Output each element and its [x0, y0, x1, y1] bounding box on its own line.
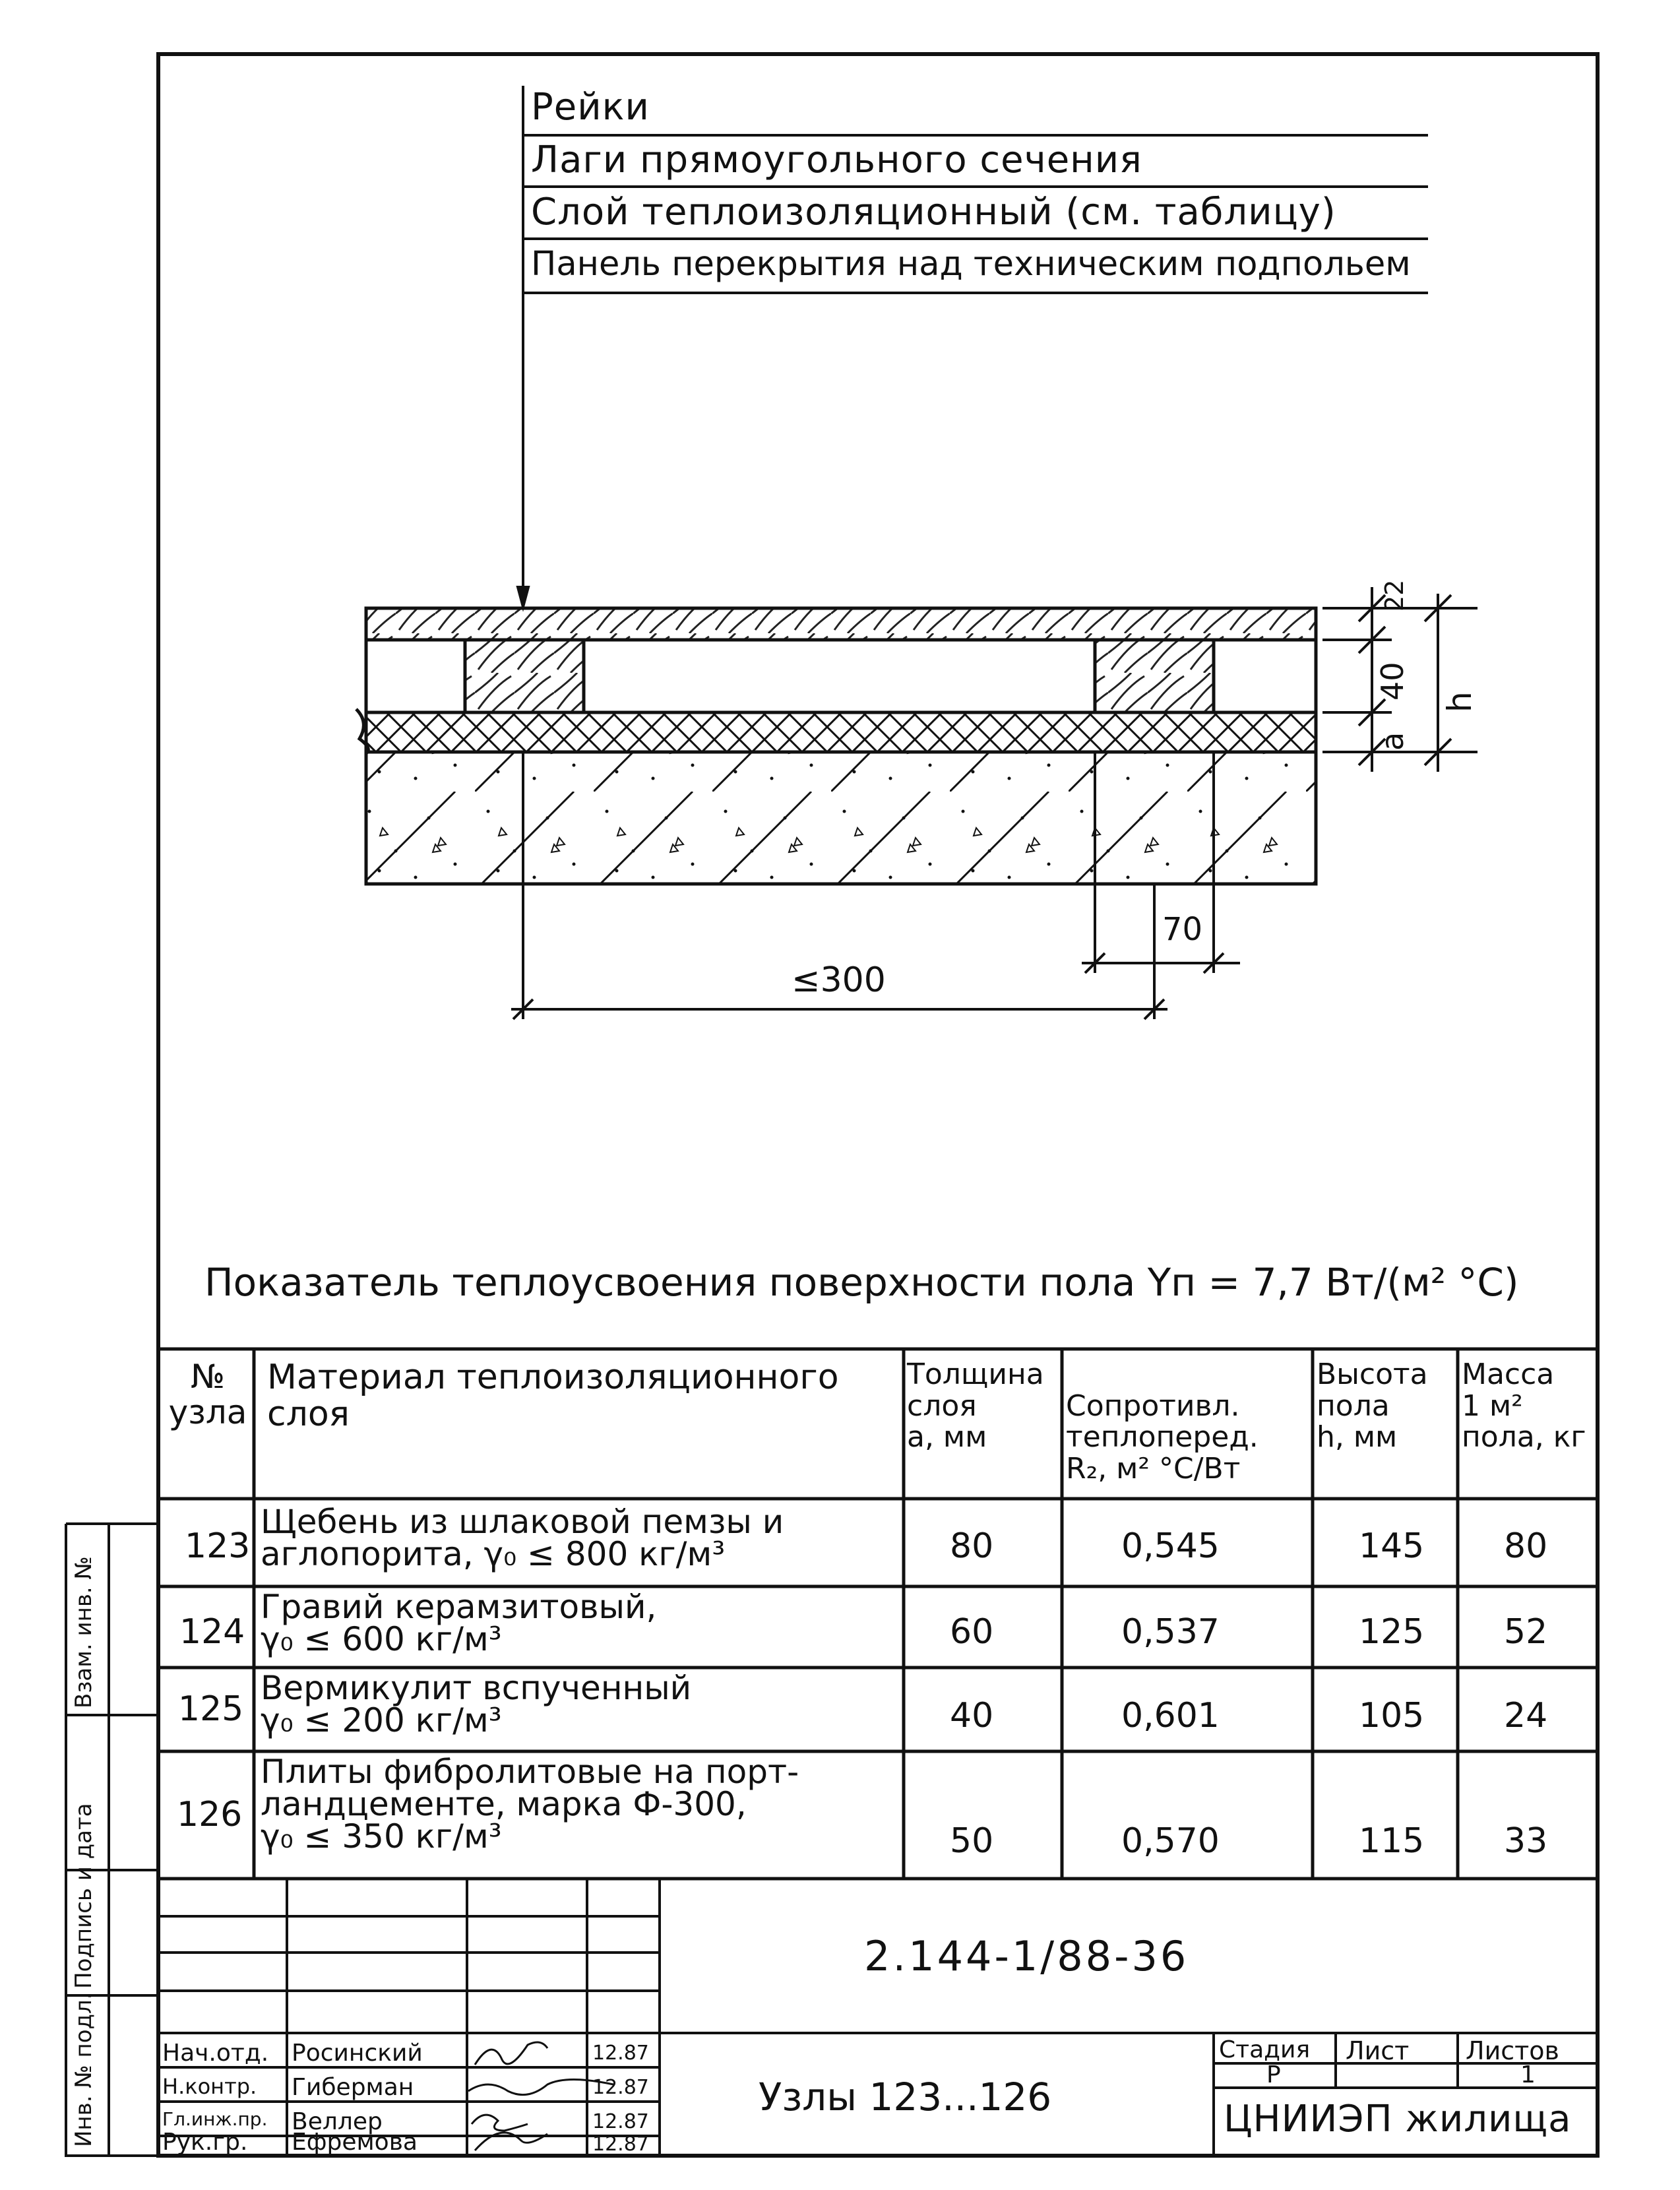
sheet-label: Лист [1346, 2036, 1410, 2065]
side-stamp-signature-date: Подпись и дата [71, 1803, 97, 1989]
role: Гл.инж.пр. [162, 2108, 268, 2130]
dim-insulation: a [1375, 732, 1410, 751]
row-resistance: 0,545 [1121, 1526, 1220, 1566]
sign-date: 12.87 [592, 2133, 649, 2156]
callout-insulation: Слой теплоизоляционный (см. таблицу) [531, 191, 1336, 234]
row-material: Гравий керамзитовый, γ₀ ≤ 600 кг/м³ [261, 1588, 657, 1658]
sheets-value: 1 [1520, 2061, 1536, 2088]
organization: ЦНИИЭП жилища [1224, 2098, 1572, 2141]
role: Н.контр. [162, 2074, 257, 2099]
row-resistance: 0,601 [1121, 1696, 1220, 1736]
row-mass: 33 [1504, 1821, 1548, 1861]
row-resistance: 0,570 [1121, 1821, 1220, 1861]
dim-height: h [1441, 691, 1479, 712]
header-mass: Масса 1 м² пола, кг [1462, 1358, 1586, 1455]
stage-label: Стадия [1219, 2036, 1311, 2063]
row-thickness: 60 [950, 1612, 994, 1652]
side-stamp-inv-replacement: Взам. инв. № [71, 1556, 97, 1708]
role: Рук.гр. [162, 2129, 248, 2156]
callout-rails: Рейки [531, 86, 650, 129]
row-thickness: 40 [950, 1696, 994, 1736]
header-resistance-text: Сопротивл. теплоперед. R₂, м² °С/Вт [1066, 1389, 1259, 1486]
person-name: Росинский [292, 2040, 423, 2067]
signatures [468, 2042, 613, 2150]
floor-section [356, 608, 1316, 884]
header-thickness: Толщина слоя a, мм [907, 1358, 1044, 1455]
role: Нач.отд. [162, 2040, 269, 2067]
callout-joists: Лаги прямоугольного сечения [531, 139, 1142, 181]
row-thickness: 80 [950, 1526, 994, 1566]
dim-plank: 22 [1380, 579, 1409, 611]
header-material: Материал теплоизоляционного слоя [267, 1358, 839, 1435]
person-name: Веллер [292, 2108, 383, 2135]
row-node: 124 [179, 1612, 245, 1652]
sign-date: 12.87 [592, 2042, 649, 2065]
row-height: 115 [1359, 1821, 1425, 1861]
row-mass: 52 [1504, 1612, 1548, 1652]
callout-slab: Панель перекрытия над техническим подпольем [531, 245, 1411, 284]
dim-spacing: ≤300 [792, 960, 886, 1000]
dim-lag: 40 [1375, 662, 1410, 701]
heat-absorption-indicator: Показатель теплоусвоения поверхности пола Yп = 7,7 Вт/(м² °С) [204, 1260, 1519, 1305]
row-material: Вермикулит вспученный γ₀ ≤ 200 кг/м³ [261, 1669, 692, 1739]
row-height: 105 [1359, 1696, 1425, 1736]
row-resistance: 0,537 [1121, 1612, 1220, 1652]
document-code: 2.144-1/88-36 [864, 1932, 1189, 1980]
row-material: Щебень из шлаковой пемзы и аглопорита, γ₀ ≤ 800 кг/м³ [261, 1503, 784, 1573]
row-node: 123 [185, 1526, 251, 1566]
sheets-label: Листов [1466, 2036, 1559, 2065]
row-height: 125 [1359, 1612, 1425, 1652]
sign-date: 12.87 [592, 2076, 649, 2099]
row-node: 126 [177, 1795, 243, 1834]
sheet-title: Узлы 123...126 [759, 2075, 1052, 2119]
header-floor-height: Высота пола h, мм [1317, 1358, 1428, 1455]
side-stamp-inv-original: Инв. № подл. [71, 1992, 97, 2147]
row-thickness: 50 [950, 1821, 994, 1861]
stage-value: Р [1266, 2061, 1281, 2088]
row-node: 125 [178, 1689, 244, 1729]
row-mass: 24 [1504, 1696, 1548, 1736]
row-material: Плиты фибролитовые на порт- ландцементе, марка Ф-300, γ₀ ≤ 350 кг/м³ [261, 1753, 799, 1856]
row-mass: 80 [1504, 1526, 1548, 1566]
person-name: Ефремова [292, 2129, 418, 2156]
header-node: № узла [168, 1358, 247, 1431]
dim-lag-width: 70 [1162, 911, 1203, 948]
row-height: 145 [1359, 1526, 1425, 1566]
person-name: Гиберман [292, 2074, 414, 2101]
sign-date: 12.87 [592, 2110, 649, 2133]
header-resistance [1066, 1359, 1259, 1484]
